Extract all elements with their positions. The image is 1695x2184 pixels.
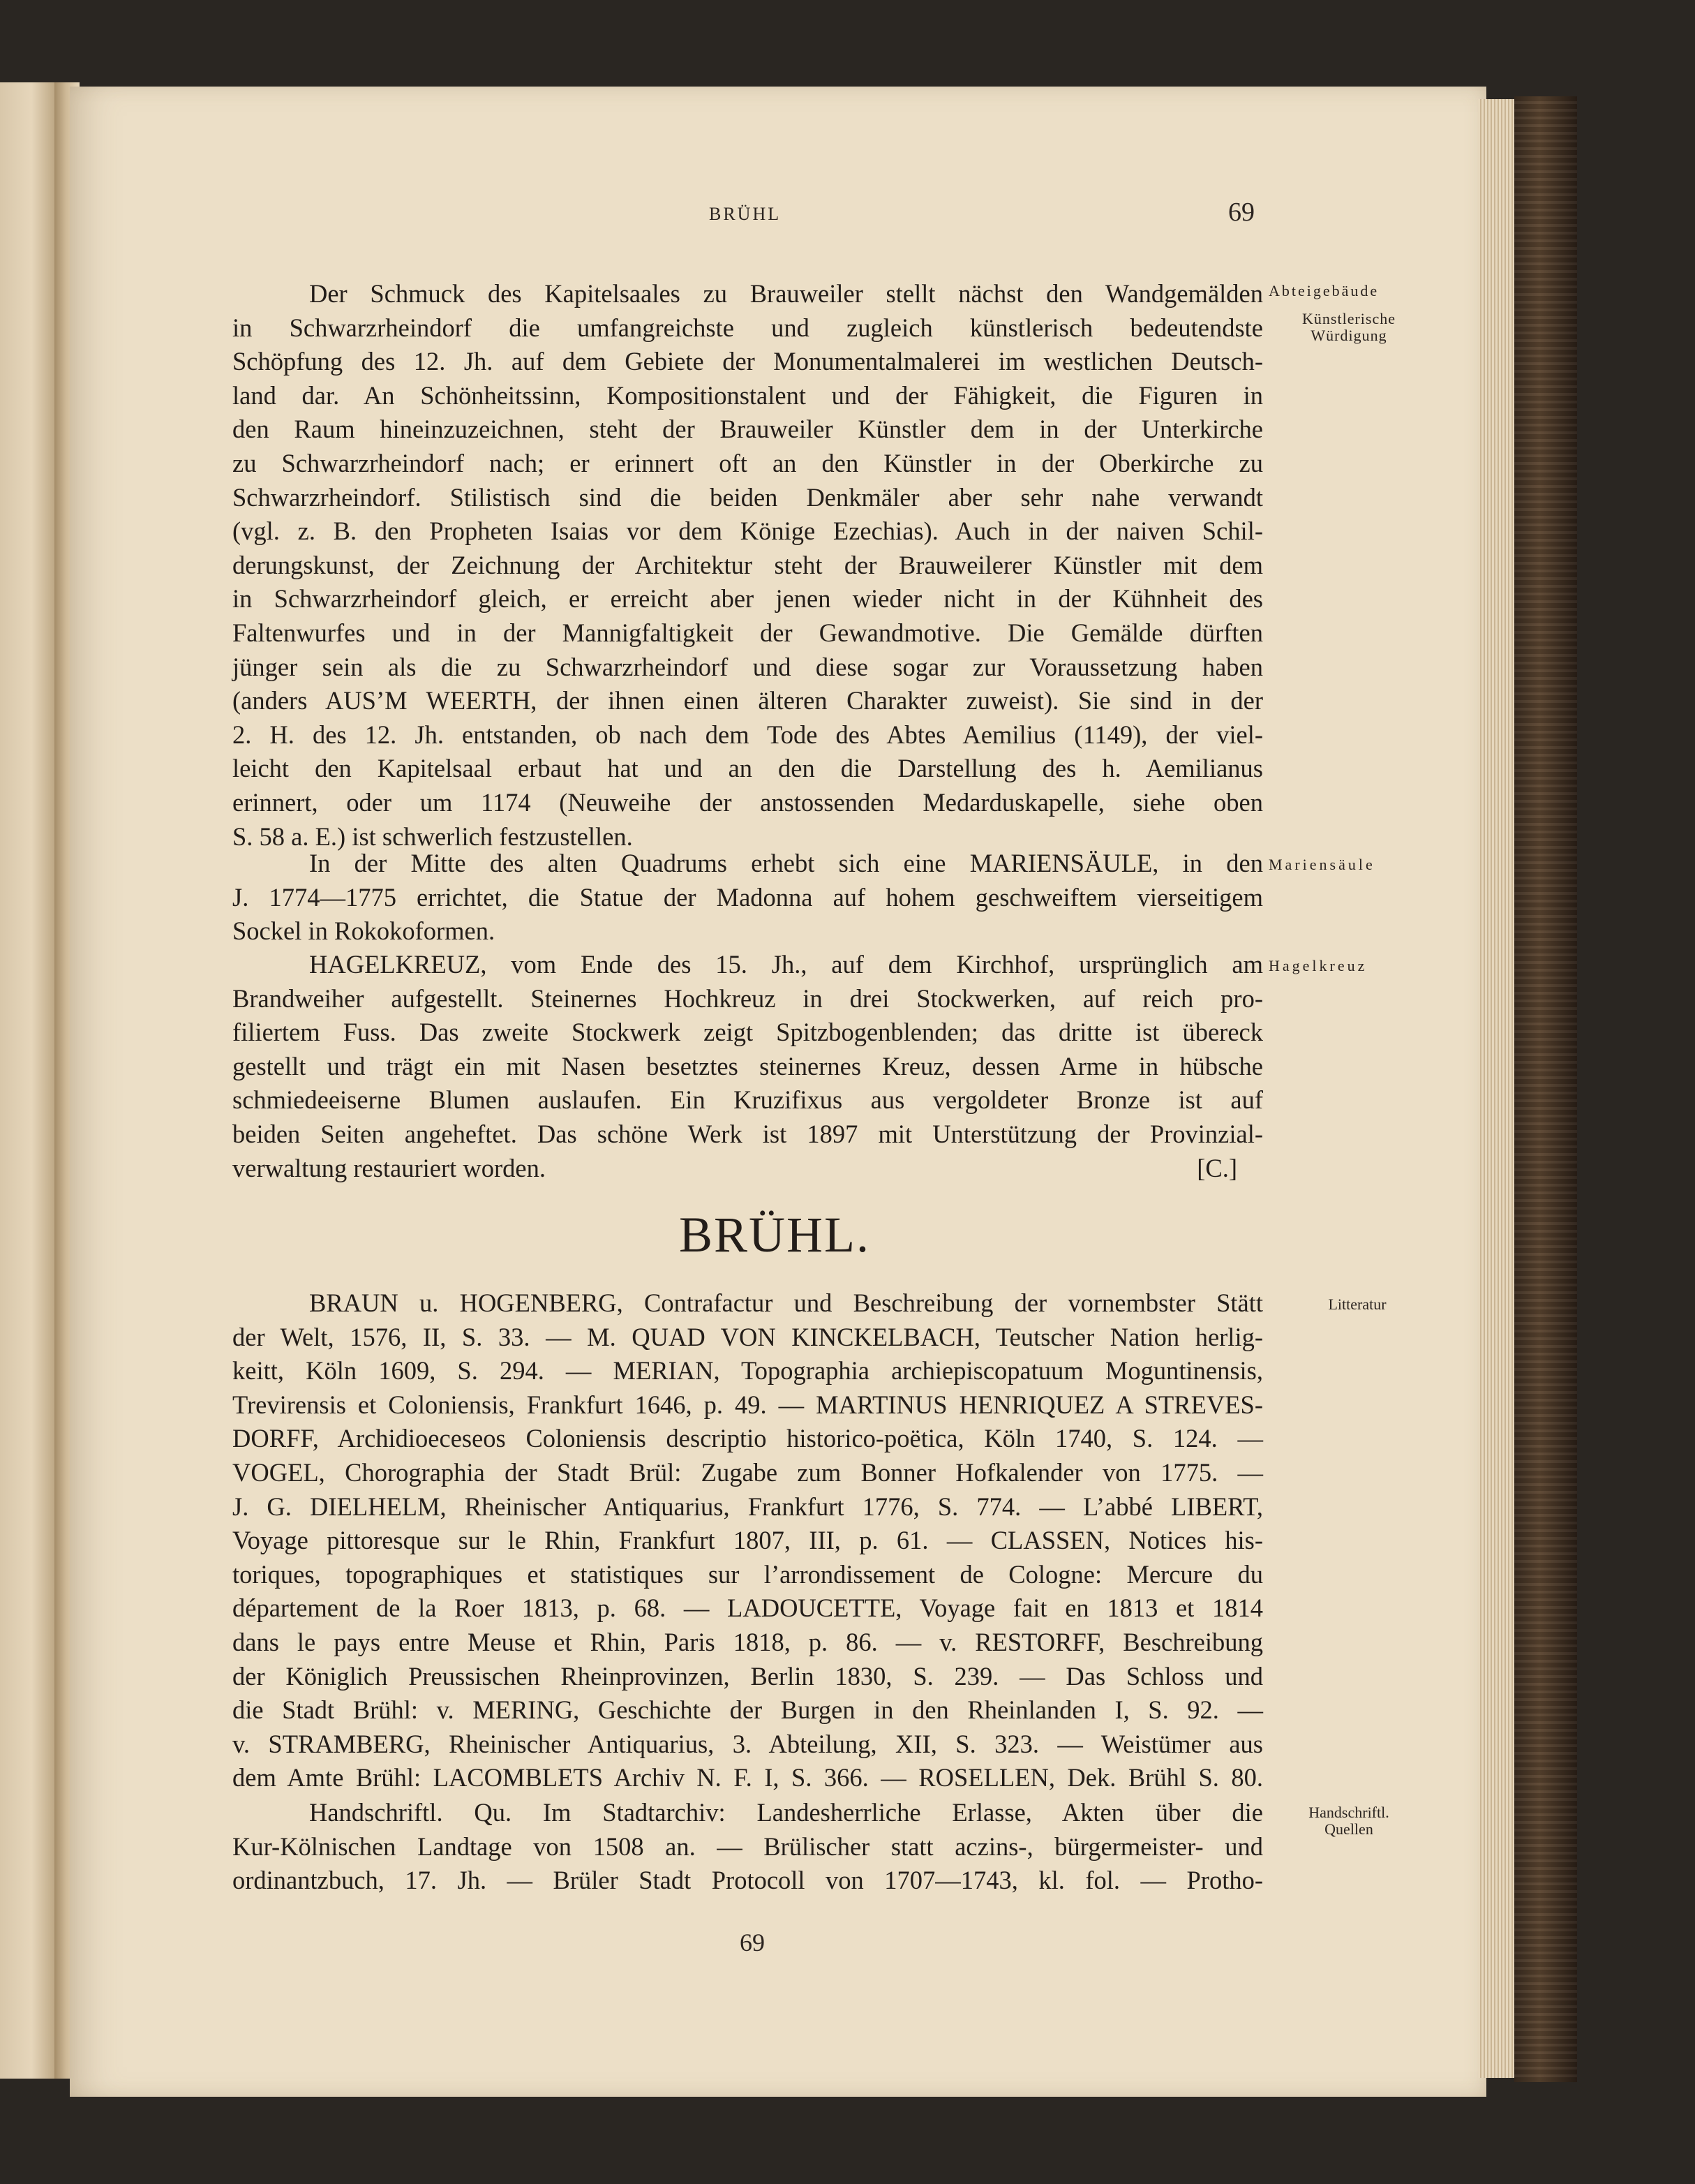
text-line: J. 1774—1775 errichtet, die Statue der Madonna auf hohem geschweiftem vierseitigem <box>232 882 1263 912</box>
paragraph-hagelkreuz <box>232 948 1263 1185</box>
text-line: v. STRAMBERG, Rheinischer Antiquarius, 3. Abteilung, XII, S. 323. — Weistümer aus <box>232 1729 1263 1758</box>
text-line: derungskunst, der Zeichnung der Architektur steht der Brauweilerer Künstler mit dem <box>232 550 1263 579</box>
page-edges <box>1478 99 1520 2078</box>
text-line: in Schwarzrheindorf gleich, er erreicht aber jenen wieder nicht in der Kühnheit des <box>232 584 1263 614</box>
text-line: Schöpfung des 12. Jh. auf dem Gebiete der Monumentalmalerei im westlichen Deutsch- <box>232 347 1263 376</box>
book-cover-edge <box>1514 96 1577 2082</box>
text-line: J. G. DIELHELM, Rheinischer Antiquarius, Frankfurt 1776, S. 774. — L’abbé LIBERT, <box>232 1492 1263 1521</box>
text-line: ordinantzbuch, 17. Jh. — Brüler Stadt Protocoll von 1707—1743, kl. fol. — Protho- <box>232 1866 1263 1895</box>
text-line: 2. H. des 12. Jh. entstanden, ob nach dem Tode des Abtes Aemilius (1149), der viel- <box>232 720 1263 749</box>
left-page-edge <box>0 82 57 2079</box>
text-line: Schwarzrheindorf. Stilistisch sind die beiden Denkmäler aber sehr nahe verwandt <box>232 482 1263 512</box>
text-line: Sockel in Rokokoformen. <box>232 916 495 946</box>
margin-note-litteratur: Litteratur <box>1328 1295 1387 1313</box>
text-line: Handschriftl. Qu. Im Stadtarchiv: Landesherrliche Erlasse, Akten über die <box>309 1798 1263 1827</box>
text-line: zu Schwarzrheindorf nach; er erinnert oft an den Künstler in der Oberkirche zu <box>232 448 1263 477</box>
margin-note-wuerdigung: Würdigung <box>1311 327 1387 344</box>
text-line: (anders AUS’M WEERTH, der ihnen einen älteren Charakter zuweist). Sie sind in der <box>232 686 1263 715</box>
margin-note-handschriftl: Handschriftl. <box>1308 1804 1389 1821</box>
text-line: Voyage pittoresque sur le Rhin, Frankfurt 1807, III, p. 61. — CLASSEN, Notices his- <box>232 1526 1263 1555</box>
margin-note-quellen: Quellen <box>1324 1820 1373 1838</box>
paragraph-handschriftl-quellen <box>232 1796 1263 1898</box>
text-line: jünger sein als die zu Schwarzrheindorf und diese sogar zur Voraussetzung haben <box>232 652 1263 681</box>
running-title: BRÜHL <box>709 204 782 224</box>
margin-note-kuenstlerische: Künstlerische <box>1302 310 1396 327</box>
text-line: gestellt und trägt ein mit Nasen besetztes steinernes Kreuz, dessen Arme in hübsche <box>232 1051 1263 1080</box>
text-line-with-signature <box>232 1152 1237 1186</box>
text-line: den Raum hineinzuzeichnen, steht der Brauweiler Künstler dem in der Unterkirche <box>232 415 1263 444</box>
paragraph-litteratur <box>232 1286 1263 1795</box>
section-title-wrap <box>0 1206 1500 1264</box>
text-line: département de la Roer 1813, p. 68. — LADOUCETTE, Voyage fait en 1813 et 1814 <box>232 1594 1263 1623</box>
text-line: toriques, topographiques et statistiques sur l’arrondissement de Cologne: Mercure du <box>232 1559 1263 1589</box>
margin-note-abteigebaeude: Abteigebäude <box>1269 282 1380 299</box>
text-line: schmiedeeiserne Blumen auslaufen. Ein Kruzifixus aus vergoldeter Bronze ist auf <box>232 1085 1263 1115</box>
text-line: Der Schmuck des Kapitelsaales zu Brauweiler stellt nächst den Wandgemälden <box>309 279 1263 308</box>
footer-page-number: 69 <box>740 1929 765 1956</box>
text-line: Faltenwurfes und in der Mannigfaltigkeit der Gewandmotive. Die Gemälde dürften <box>232 618 1263 647</box>
author-signature: [C.] <box>1197 1153 1237 1182</box>
text-line: der Königlich Preussischen Rheinprovinzen, Berlin 1830, S. 239. — Das Schloss und <box>232 1661 1263 1691</box>
margin-note-handschriftl-quellen <box>1269 1804 1429 1838</box>
text-line: erinnert, oder um 1174 (Neuweihe der anstossenden Medarduskapelle, siehe oben <box>232 787 1263 817</box>
text-line: die Stadt Brühl: v. MERING, Geschichte der Burgen in den Rheinlanden I, S. 92. — <box>232 1695 1263 1725</box>
text-line: dem Amte Brühl: LACOMBLETS Archiv N. F. I, S. 366. — ROSELLEN, Dek. Brühl S. 80. <box>232 1763 1263 1792</box>
text-line: Brandweiher aufgestellt. Steinernes Hochkreuz in drei Stockwerken, auf reich pro- <box>232 983 1263 1013</box>
text-line: der Welt, 1576, II, S. 33. — M. QUAD VON KINCKELBACH, Teutscher Nation herlig- <box>232 1322 1263 1351</box>
text-line: S. 58 a. E.) ist schwerlich festzustellen. <box>232 822 633 851</box>
text-line: Trevirensis et Coloniensis, Frankfurt 1646, p. 49. — MARTINUS HENRIQUEZ A STREVES- <box>232 1390 1263 1419</box>
paragraph-mariensaeule <box>232 847 1263 949</box>
section-title: BRÜHL. <box>678 1207 871 1263</box>
text-line: (vgl. z. B. den Propheten Isaias vor dem Könige Ezechias). Auch in der naiven Schil- <box>232 517 1263 546</box>
text-line: keitt, Köln 1609, S. 294. — MERIAN, Topographia archiepiscopatuum Moguntinensis, <box>232 1356 1263 1386</box>
margin-note-kuenstlerische-wuerdigung <box>1269 311 1429 344</box>
text-line: In der Mitte des alten Quadrums erhebt sich eine MARIENSÄULE, in den <box>309 849 1263 877</box>
text-line: HAGELKREUZ, vom Ende des 15. Jh., auf dem Kirchhof, ursprünglich am <box>309 950 1263 979</box>
text-line: VOGEL, Chorographia der Stadt Brül: Zugabe zum Bonner Hofkalender von 1775. — <box>232 1457 1263 1487</box>
text-line: land dar. An Schönheitssinn, Kompositionstalent und der Fähigkeit, die Figuren in <box>232 380 1263 410</box>
paragraph-kapitelsaal <box>232 277 1263 854</box>
text-line: BRAUN u. HOGENBERG, Contrafactur und Beschreibung der vornembster Stätt <box>309 1288 1263 1317</box>
text-line: Kur-Kölnischen Landtage von 1508 an. — Brülischer statt aczins-, bürgermeister- und <box>232 1832 1263 1861</box>
text-line: filiertem Fuss. Das zweite Stockwerk zeigt Spitzbogenblenden; das dritte ist übereck <box>232 1018 1263 1047</box>
text-line: DORFF, Archidioeceseos Coloniensis descriptio historico-poëtica, Köln 1740, S. 124. — <box>232 1424 1263 1453</box>
text-line: dans le pays entre Meuse et Rhin, Paris 1818, p. 86. — v. RESTORFF, Beschreibung <box>232 1627 1263 1656</box>
margin-note-hagelkreuz: Hagelkreuz <box>1269 957 1368 974</box>
text-line: beiden Seiten angeheftet. Das schöne Werk ist 1897 mit Unterstützung der Provinzial- <box>232 1119 1263 1148</box>
header-page-number: 69 <box>1228 198 1255 227</box>
text-line: leicht den Kapitelsaal erbaut hat und an den die Darstellung des h. Aemilianus <box>232 754 1263 783</box>
text-line: in Schwarzrheindorf die umfangreichste und zugleich künstlerisch bedeutendste <box>232 313 1263 342</box>
margin-note-mariensaeule: Mariensäule <box>1269 856 1375 873</box>
text-line: verwaltung restauriert worden. <box>232 1153 546 1182</box>
